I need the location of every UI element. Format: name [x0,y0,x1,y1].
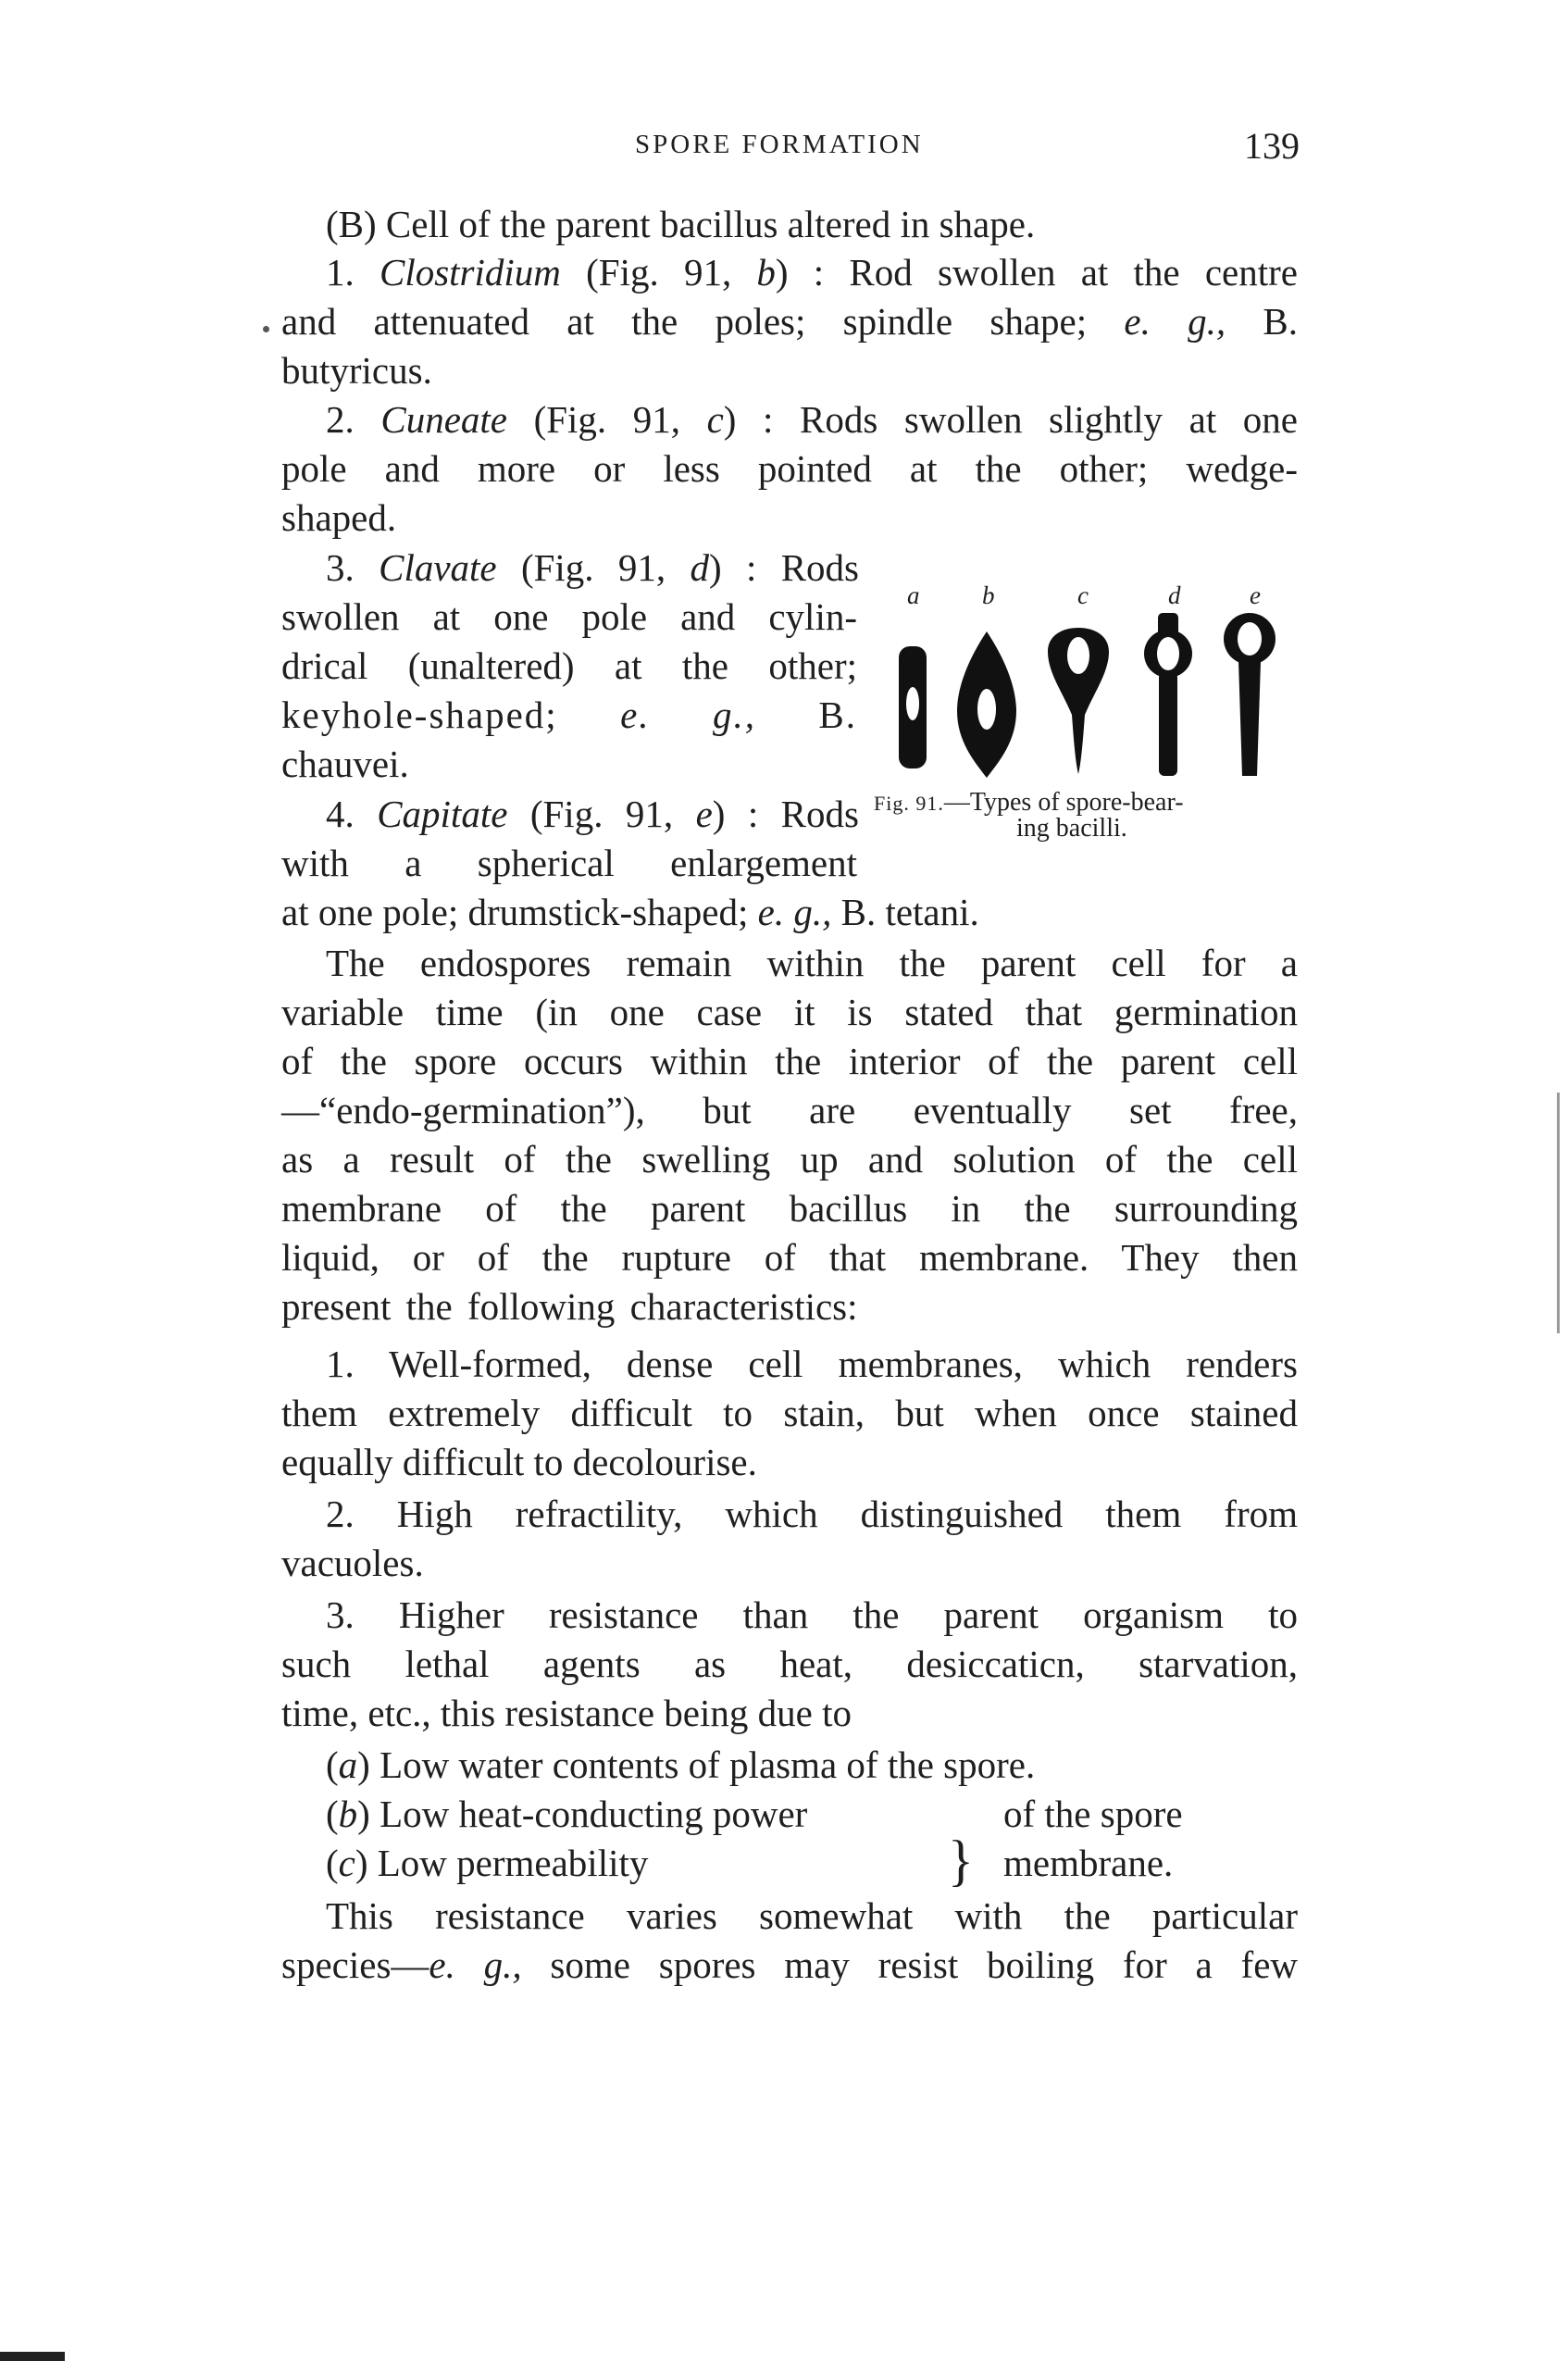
characteristic-1-line-1: 1. Well-formed, dense cell membranes, which renders [326,1343,1298,1385]
item-clavate-line-4: keyhole-shaped; e. g., B. [281,693,857,736]
item-cuneate-line-2: pole and more or less pointed at the other; wedge- [281,447,1298,490]
item-clostridium-line-1: 1. Clostridium (Fig. 91, b) : Rod swollen at the centre [326,251,1298,294]
subsection-heading: (B) Cell of the parent bacillus altered in shape. [326,203,1036,245]
figure-caption-line-1: Fig. 91.—Types of spore-bear- [874,788,1184,817]
figure-label-e: e [1250,581,1261,609]
paragraph-line-6: membrane of the parent bacillus in the surrounding [281,1187,1298,1230]
page-edge-line [1557,1093,1560,1333]
running-head: SPORE FORMATION [635,130,924,159]
paragraph-line-2: variable time (in one case it is stated that germination [281,991,1298,1033]
figure-caption-line-2: ing bacilli. [1016,814,1127,843]
figure-label-b: b [982,581,995,609]
figure-label-c: c [1077,581,1089,609]
characteristic-1-line-2: them extremely difficult to stain, but when once stained [281,1392,1298,1434]
characteristic-2-line-1: 2. High refractility, which distinguished them from [326,1493,1298,1535]
item-cuneate-line-3: shaped. [281,496,397,539]
final-paragraph-line-1: This resistance varies somewhat with the particular [326,1894,1298,1937]
item-clavate-line-5: chauvei. [281,743,409,785]
reason-b: (b) Low heat-conducting power [326,1793,808,1835]
paragraph-line-7: liquid, or of the rupture of that membrane. They then [281,1236,1298,1279]
figure-label-d: d [1168,581,1181,609]
bacillus-a-oval-spore-icon [899,646,927,768]
paragraph-line-1: The endospores remain within the parent cell for a [326,942,1298,984]
bacillus-d-keyhole-icon [1144,613,1192,776]
item-capitate-line-2: with a spherical enlargement [281,842,857,884]
paragraph-line-5: as a result of the swelling up and solution of the cell [281,1138,1298,1181]
characteristic-3-line-1: 3. Higher resistance than the parent organism to [326,1593,1298,1636]
paragraph-line-3: of the spore occurs within the interior of the parent cell [281,1040,1298,1082]
item-capitate-line-3: at one pole; drumstick-shaped; e. g., B. tetani. [281,891,979,933]
right-brace: } [948,1829,974,1893]
characteristic-1-line-3: equally difficult to decolourise. [281,1441,757,1483]
reason-c: (c) Low permeability [326,1842,649,1884]
item-clavate-line-3: drical (unaltered) at the other; [281,644,857,687]
characteristic-3-line-2: such lethal agents as heat, desiccaticn, starvation, [281,1643,1298,1685]
item-capitate-line-1: 4. Capitate (Fig. 91, e) : Rods [326,793,859,835]
paragraph-line-4: —“endo-germination”), but are eventually set free, [281,1089,1298,1131]
brace-text-1: of the spore [1003,1793,1183,1835]
figure-bacilli-illustration [889,611,1305,796]
characteristic-2-line-2: vacuoles. [281,1542,424,1584]
figure-label-a: a [907,581,920,609]
item-cuneate-line-1: 2. Cuneate (Fig. 91, c) : Rods swollen slightly at one [326,398,1299,441]
margin-dot [263,326,269,332]
reason-a: (a) Low water contents of plasma of the spore. [326,1743,1036,1786]
paragraph-line-8: present the following characteristics: [281,1285,858,1328]
bacillus-c-wedge-icon [1048,628,1109,774]
page-number: 139 [1244,125,1300,167]
bacillus-b-spindle-icon [957,631,1016,778]
brace-text-2: membrane. [1003,1842,1174,1884]
item-clavate-line-2: swollen at one pole and cylin- [281,595,857,638]
item-clostridium-line-3: butyricus. [281,349,432,392]
bacillus-e-drumstick-icon [1224,613,1276,776]
characteristic-3-line-3: time, etc., this resistance being due to [281,1692,852,1734]
final-paragraph-line-2: species—e. g., some spores may resist boiling for a few [281,1943,1298,1986]
scan-edge-mark [0,2352,65,2361]
item-clavate-line-1: 3. Clavate (Fig. 91, d) : Rods [326,546,859,589]
item-clostridium-line-2: and attenuated at the poles; spindle shape; e. g., B. [281,300,1298,343]
